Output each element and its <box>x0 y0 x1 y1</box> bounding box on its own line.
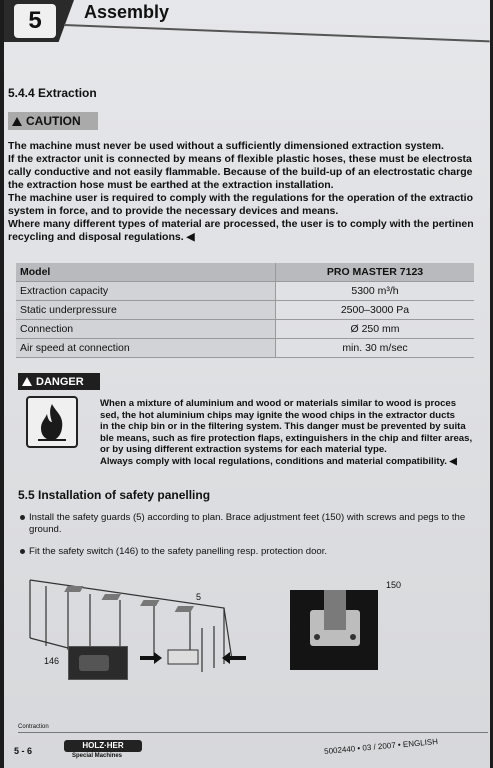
table-cell-label: Static underpressure <box>16 301 276 320</box>
extraction-spec-table <box>16 263 474 358</box>
danger-line: ble means, such as fire protection flaps, extinguishers in the chip and filter areas, <box>100 432 473 444</box>
caution-line: If the extractor unit is connected by means of flexible plastic hoses, these must be electrosta <box>8 153 472 165</box>
bullet-icon <box>20 549 25 554</box>
table-cell-value: 5300 m³/h <box>276 282 475 301</box>
manual-page <box>4 0 490 768</box>
figure-label-feet: 150 <box>386 580 402 590</box>
caution-line: recycling and disposal regulations. ◀ <box>8 231 195 243</box>
chapter-number: 5 <box>14 4 56 38</box>
section-heading-panelling: 5.5 Installation of safety panelling <box>18 488 211 502</box>
danger-line: in the chip bin or in the filtering system. This danger must be prevented by suita <box>100 421 466 433</box>
list-item-text: Fit the safety switch (146) to the safety panelling resp. protection door. <box>29 546 328 557</box>
danger-label: DANGER <box>36 375 84 388</box>
caution-line: The machine must never be used without a sufficiently dimensioned extraction system. <box>8 140 444 152</box>
footer-rule <box>18 732 488 733</box>
brand-logo-subtitle: Special Machines <box>72 753 123 759</box>
danger-text <box>100 398 490 468</box>
table-cell-label: Connection <box>16 320 276 339</box>
table-cell-label: Air speed at connection <box>16 339 276 358</box>
table-row <box>16 301 474 320</box>
danger-line: Always comply with local regulations, conditions and material compatibility. ◀ <box>100 455 457 467</box>
table-header-row <box>16 263 474 282</box>
table-cell-value: 2500–3000 Pa <box>276 301 475 320</box>
fire-hazard-icon <box>26 396 78 448</box>
danger-badge <box>18 373 100 390</box>
warning-triangle-icon <box>22 377 32 386</box>
page-number: 5 - 6 <box>14 746 33 756</box>
adjustment-foot-photo <box>290 590 378 670</box>
brand-logo: HOLZ·HER <box>64 740 142 752</box>
list-item-install-guards <box>20 512 465 524</box>
header-rule <box>64 24 490 42</box>
figure-label-guards: 5 <box>196 592 202 602</box>
table-cell-value: Ø 250 mm <box>276 320 475 339</box>
table-header-model: Model <box>16 263 276 282</box>
safety-switch-photo <box>68 646 128 680</box>
chapter-title: Assembly <box>84 2 170 22</box>
caution-badge <box>8 112 98 130</box>
danger-line: When a mixture of aluminium and wood or materials similar to wood is proces <box>100 398 457 409</box>
caution-line: cally conductive and not easily flammable. Because of the build-up of an electrostatic charge <box>8 166 473 178</box>
danger-line: sed, the hot aluminium chips may ignite the wood chips in the extractor ducts <box>100 409 456 421</box>
document-reference: 5002440 • 03 / 2007 • ENGLISH <box>323 737 439 756</box>
list-item-text: Install the safety guards (5) according to plan. Brace adjustment feet (150) with screws and pegs to the <box>29 512 466 523</box>
warning-triangle-icon <box>12 117 22 126</box>
table-header-model-name: PRO MASTER 7123 <box>276 263 475 282</box>
table-row <box>16 339 474 358</box>
list-item-continuation: ground. <box>29 524 62 535</box>
table-cell-value: min. 30 m/sec <box>276 339 475 358</box>
caution-line: The machine user is required to comply with the regulations for the operation of the extractio <box>8 192 473 204</box>
caution-line: system in force, and to provide the necessary devices and means. <box>8 205 339 217</box>
caution-line: Where many different types of material are processed, the user is to comply with the pertinen <box>8 218 474 230</box>
table-row <box>16 320 474 339</box>
table-cell-label: Extraction capacity <box>16 282 276 301</box>
bullet-icon <box>20 515 25 520</box>
footer-small-text: Contraction <box>18 724 49 730</box>
danger-line: or by using different extraction systems for each material type. <box>100 444 387 456</box>
figure-label-switch: 146 <box>44 656 60 666</box>
caution-text <box>8 140 490 244</box>
caution-label: CAUTION <box>26 114 81 128</box>
caution-line: the extraction hose must be earthed at the extraction installation. <box>8 179 334 191</box>
section-heading-extraction: 5.4.4 Extraction <box>8 86 97 100</box>
list-item-fit-switch <box>20 546 327 558</box>
table-row <box>16 282 474 301</box>
